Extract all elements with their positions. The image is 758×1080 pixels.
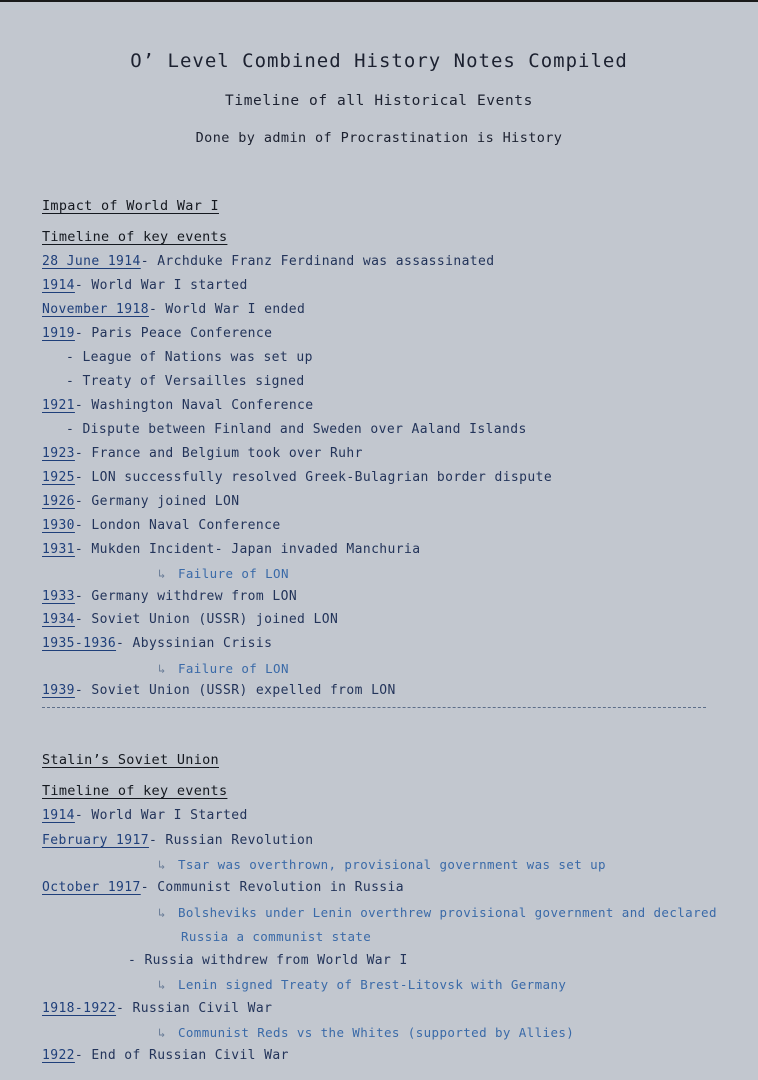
sub-arrow-icon: ↳ bbox=[158, 977, 166, 992]
timeline-event: - France and Belgium took over Ruhr bbox=[74, 446, 363, 461]
timeline-consequence-continued: Russia a communist state bbox=[181, 929, 372, 944]
sub-arrow-icon: ↳ bbox=[158, 566, 166, 581]
timeline-consequence: ↳ Tsar was overthrown, provisional government was set up bbox=[158, 857, 606, 872]
timeline-row bbox=[42, 833, 314, 848]
timeline-date: 1918-1922 bbox=[42, 1001, 117, 1016]
timeline-event: - Soviet Union (USSR) expelled from LON bbox=[74, 683, 396, 698]
timeline-event: - Soviet Union (USSR) joined LON bbox=[74, 612, 339, 627]
timeline-consequence: ↳ Failure of LON bbox=[158, 661, 289, 676]
timeline-row bbox=[42, 542, 420, 557]
timeline-date: 1933 bbox=[42, 589, 75, 604]
timeline-event: - Germany withdrew from LON bbox=[74, 589, 298, 604]
timeline-date: 1930 bbox=[42, 518, 75, 533]
timeline-event: - LON successfully resolved Greek-Bulagrian border dispute bbox=[74, 470, 553, 485]
timeline-date: 1934 bbox=[42, 612, 75, 627]
timeline-subpoint: - League of Nations was set up bbox=[66, 350, 313, 365]
timeline-date: 1914 bbox=[42, 808, 75, 823]
top-border bbox=[0, 0, 758, 2]
timeline-event: - London Naval Conference bbox=[74, 518, 281, 533]
timeline-event: - Russian Revolution bbox=[148, 833, 314, 848]
timeline-date: 28 June 1914 bbox=[42, 254, 141, 269]
section-subtitle-ww1: Timeline of key events bbox=[42, 229, 228, 245]
timeline-row bbox=[42, 302, 305, 317]
timeline-date: 1914 bbox=[42, 278, 75, 293]
timeline-row bbox=[42, 612, 338, 627]
timeline-event: - Washington Naval Conference bbox=[74, 398, 314, 413]
timeline-date: 1919 bbox=[42, 326, 75, 341]
timeline-row bbox=[42, 254, 494, 269]
timeline-date: October 1917 bbox=[42, 880, 141, 895]
timeline-row bbox=[42, 518, 281, 533]
sub-arrow-icon: ↳ bbox=[158, 905, 166, 920]
timeline-date: 1931 bbox=[42, 542, 75, 557]
timeline-event: - World War I Started bbox=[74, 808, 248, 823]
timeline-date: 1923 bbox=[42, 446, 75, 461]
timeline-subpoint: - Dispute between Finland and Sweden over Aaland Islands bbox=[66, 422, 527, 437]
section-title-stalin: Stalin’s Soviet Union bbox=[42, 752, 219, 768]
timeline-event: - Abyssinian Crisis bbox=[116, 636, 273, 651]
timeline-row bbox=[42, 398, 314, 413]
timeline-row bbox=[42, 880, 404, 895]
section-title-ww1: Impact of World War I bbox=[42, 198, 219, 214]
timeline-event: - Russian Civil War bbox=[116, 1001, 273, 1016]
sub-arrow-icon: ↳ bbox=[158, 857, 166, 872]
timeline-event: - World War I ended bbox=[148, 302, 306, 317]
timeline-date: 1921 bbox=[42, 398, 75, 413]
timeline-event: - End of Russian Civil War bbox=[74, 1048, 289, 1063]
section-divider bbox=[42, 707, 706, 708]
timeline-subpoint: - Russia withdrew from World War I bbox=[128, 953, 408, 968]
timeline-row bbox=[42, 470, 552, 485]
sub-arrow-icon: ↳ bbox=[158, 1025, 166, 1040]
timeline-event: - Mukden Incident- Japan invaded Manchuria bbox=[74, 542, 421, 557]
section-subtitle-stalin: Timeline of key events bbox=[42, 783, 228, 799]
timeline-event: - Paris Peace Conference bbox=[74, 326, 273, 341]
timeline-row bbox=[42, 278, 248, 293]
timeline-row bbox=[42, 326, 272, 341]
timeline-consequence: ↳ Lenin signed Treaty of Brest-Litovsk with Germany bbox=[158, 977, 567, 992]
timeline-event: - Archduke Franz Ferdinand was assassinated bbox=[140, 254, 495, 269]
timeline-consequence: ↳ Failure of LON bbox=[158, 566, 289, 581]
sub-arrow-icon: ↳ bbox=[158, 661, 166, 676]
timeline-row bbox=[42, 589, 297, 604]
timeline-date: 1925 bbox=[42, 470, 75, 485]
timeline-consequence: ↳ Communist Reds vs the Whites (supported by Allies) bbox=[158, 1025, 575, 1040]
timeline-row bbox=[42, 636, 272, 651]
timeline-date: 1935-1936 bbox=[42, 636, 117, 651]
timeline-row bbox=[42, 446, 363, 461]
timeline-row bbox=[42, 683, 396, 698]
timeline-consequence: ↳ Bolsheviks under Lenin overthrew provisional government and declared bbox=[158, 905, 717, 920]
timeline-event: - World War I started bbox=[74, 278, 248, 293]
timeline-row bbox=[42, 1048, 289, 1063]
timeline-row bbox=[42, 808, 248, 823]
page-subtitle: Timeline of all Historical Events bbox=[225, 93, 533, 109]
page-credit: Done by admin of Procrastination is History bbox=[195, 130, 563, 146]
timeline-row bbox=[42, 1001, 272, 1016]
timeline-date: 1922 bbox=[42, 1048, 75, 1063]
timeline-date: 1939 bbox=[42, 683, 75, 698]
timeline-subpoint: - Treaty of Versailles signed bbox=[66, 374, 305, 389]
timeline-event: - Germany joined LON bbox=[74, 494, 240, 509]
timeline-date: November 1918 bbox=[42, 302, 149, 317]
timeline-date: February 1917 bbox=[42, 833, 149, 848]
timeline-event: - Communist Revolution in Russia bbox=[140, 880, 404, 895]
timeline-row bbox=[42, 494, 239, 509]
page-title: O’ Level Combined History Notes Compiled bbox=[130, 50, 628, 72]
timeline-date: 1926 bbox=[42, 494, 75, 509]
